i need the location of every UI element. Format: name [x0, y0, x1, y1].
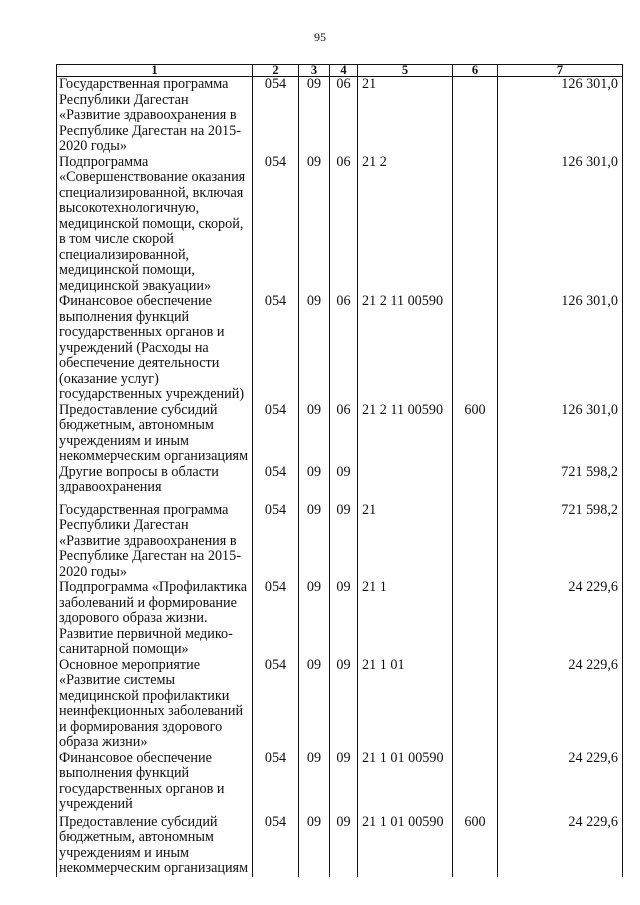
row-c2: 054: [253, 580, 299, 658]
row-c5: 21: [358, 503, 453, 581]
header-col-4: 4: [330, 65, 358, 77]
row-c5: 21 1: [358, 580, 453, 658]
header-row: [57, 65, 623, 77]
row-c4: 09: [330, 815, 358, 877]
row-c6: [453, 77, 498, 155]
row-c7: 126 301,0: [498, 155, 623, 295]
row-c3: 09: [299, 155, 330, 295]
row-c6: [453, 465, 498, 503]
row-c7: 721 598,2: [498, 465, 623, 503]
row-c6: [453, 155, 498, 295]
row-c6: [453, 580, 498, 658]
row-c4: 09: [330, 465, 358, 503]
table-row: [57, 580, 623, 658]
row-c3: 09: [299, 77, 330, 155]
row-c2: 054: [253, 155, 299, 295]
row-c4: 06: [330, 155, 358, 295]
row-c2: 054: [253, 403, 299, 465]
row-c7: 24 229,6: [498, 580, 623, 658]
row-c3: 09: [299, 294, 330, 403]
row-c6: 600: [453, 403, 498, 465]
row-c5: 21 2: [358, 155, 453, 295]
table-row: [57, 77, 623, 155]
row-name: Другие вопросы в области здравоохранения: [57, 465, 253, 503]
header-col-2: 2: [253, 65, 299, 77]
row-c2: 054: [253, 465, 299, 503]
row-name: Подпрограмма «Совершенствование оказания специализированной, включая высокотехнологичную, медицинской помощи, скорой, в том числе скорой специализированной, медицинской помощи, медицинской эвакуации»: [57, 155, 253, 295]
row-name: Финансовое обеспечение выполнения функций государственных органов и учреждений: [57, 751, 253, 815]
row-c7: 24 229,6: [498, 751, 623, 815]
table-row: [57, 403, 623, 465]
table-row: [57, 751, 623, 815]
row-c7: 721 598,2: [498, 503, 623, 581]
row-c7: 24 229,6: [498, 815, 623, 877]
row-c6: 600: [453, 815, 498, 877]
row-c4: 06: [330, 77, 358, 155]
row-c3: 09: [299, 658, 330, 751]
row-c4: 09: [330, 503, 358, 581]
header-col-6: 6: [453, 65, 498, 77]
row-c2: 054: [253, 77, 299, 155]
header-col-3: 3: [299, 65, 330, 77]
table-row: [57, 465, 623, 503]
row-c3: 09: [299, 503, 330, 581]
row-c5: 21 1 01 00590: [358, 815, 453, 877]
row-c4: 06: [330, 294, 358, 403]
row-c6: [453, 294, 498, 403]
row-c5: [358, 465, 453, 503]
row-name: Государственная программа Республики Дагестан «Развитие здравоохранения в Республике Дагестан на 2015-2020 годы»: [57, 77, 253, 155]
row-c4: 09: [330, 658, 358, 751]
table-row: [57, 658, 623, 751]
row-c5: 21 1 01 00590: [358, 751, 453, 815]
row-c4: 06: [330, 403, 358, 465]
row-c3: 09: [299, 580, 330, 658]
row-c7: 126 301,0: [498, 403, 623, 465]
row-c4: 09: [330, 580, 358, 658]
budget-table: [56, 64, 623, 877]
row-name: Предоставление субсидий бюджетным, автономным учреждениям и иным некоммерческим организациям: [57, 403, 253, 465]
row-c2: 054: [253, 503, 299, 581]
row-c2: 054: [253, 751, 299, 815]
row-c6: [453, 751, 498, 815]
page-number: 95: [314, 30, 326, 44]
row-c5: 21 1 01: [358, 658, 453, 751]
row-c3: 09: [299, 751, 330, 815]
header-col-7: 7: [498, 65, 623, 77]
row-c7: 126 301,0: [498, 294, 623, 403]
row-c6: [453, 503, 498, 581]
row-c7: 24 229,6: [498, 658, 623, 751]
row-name: Основное мероприятие «Развитие системы медицинской профилактики неинфекционных заболеваний и формирования здорового образа жизни»: [57, 658, 253, 751]
row-name: Предоставление субсидий бюджетным, автономным учреждениям и иным некоммерческим организациям: [57, 815, 253, 877]
row-name: Финансовое обеспечение выполнения функций государственных органов и учреждений (Расходы на обеспечение деятельности (оказание услуг) государственных учреждений): [57, 294, 253, 403]
row-c2: 054: [253, 658, 299, 751]
row-c5: 21 2 11 00590: [358, 294, 453, 403]
row-c2: 054: [253, 815, 299, 877]
row-c3: 09: [299, 465, 330, 503]
row-name: Государственная программа Республики Дагестан «Развитие здравоохранения в Республике Дагестан на 2015-2020 годы»: [57, 503, 253, 581]
row-c3: 09: [299, 403, 330, 465]
row-c5: 21 2 11 00590: [358, 403, 453, 465]
header-col-5: 5: [358, 65, 453, 77]
table-row: [57, 294, 623, 403]
header-col-1: 1: [57, 65, 253, 77]
row-c4: 09: [330, 751, 358, 815]
row-c5: 21: [358, 77, 453, 155]
table-row: [57, 503, 623, 581]
table-row: [57, 155, 623, 295]
row-c3: 09: [299, 815, 330, 877]
row-c7: 126 301,0: [498, 77, 623, 155]
row-name: Подпрограмма «Профилактика заболеваний и формирование здорового образа жизни. Развитие первичной медико-санитарной помощи»: [57, 580, 253, 658]
row-c2: 054: [253, 294, 299, 403]
row-c6: [453, 658, 498, 751]
table-row: [57, 815, 623, 877]
